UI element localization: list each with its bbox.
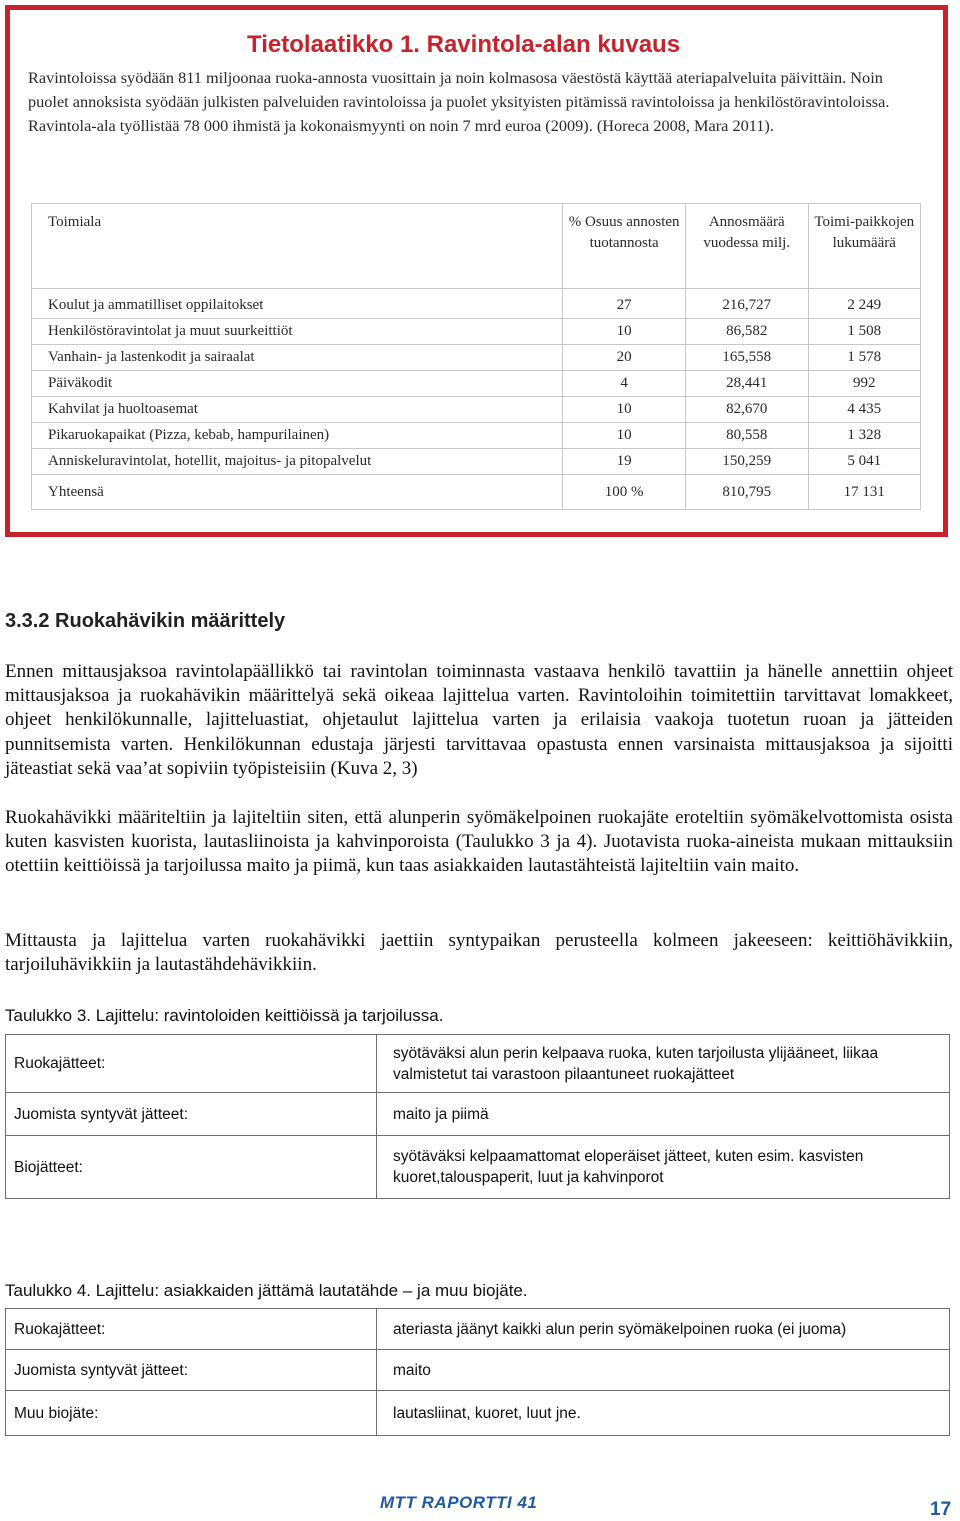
row-share: 19 xyxy=(563,449,686,475)
row-share: 10 xyxy=(563,423,686,449)
row-locations: 1 578 xyxy=(808,345,920,371)
table-row xyxy=(6,1391,950,1436)
section-heading: 3.3.2 Ruokahävikin määrittely xyxy=(5,610,286,632)
table-row xyxy=(6,1136,950,1199)
table-row xyxy=(32,345,921,371)
info-box-text: Ravintoloissa syödään 811 miljoonaa ruoka-annosta vuosittain ja noin kolmasosa väestöstä käyttää ateriapalveluita päivittäin. Noin puolet annoksista syödään julkisten palveluiden ravintoloissa ja puolet yksityisten pitämissä ravintoloissa ja henkilöstöravintoloissa. Ravintola-ala työllistää 78 000 ihmistä ja kokonaismyynti on noin 7 mrd euroa (2009). (Horeca 2008, Mara 2011). xyxy=(28,68,890,135)
row-portions: 165,558 xyxy=(685,345,808,371)
total-label: Yhteensä xyxy=(32,475,563,510)
table-row xyxy=(32,319,921,345)
row-label: Kahvilat ja huoltoasemat xyxy=(32,397,563,423)
table-row xyxy=(6,1093,950,1136)
restaurant-stats-table xyxy=(31,203,921,510)
table-header-row xyxy=(32,204,921,289)
table4-category: Juomista syntyvät jätteet: xyxy=(6,1350,377,1391)
table3-caption: Taulukko 3. Lajittelu: ravintoloiden keittiöissä ja tarjoilussa. xyxy=(5,1006,444,1025)
table3-category: Ruokajätteet: xyxy=(6,1035,377,1093)
table-row xyxy=(32,371,921,397)
row-label: Vanhain- ja lastenkodit ja sairaalat xyxy=(32,345,563,371)
total-share: 100 % xyxy=(563,475,686,510)
page-number: 17 xyxy=(930,1499,952,1520)
row-share: 20 xyxy=(563,345,686,371)
row-label: Pikaruokapaikat (Pizza, kebab, hampurilainen) xyxy=(32,423,563,449)
table4-caption: Taulukko 4. Lajittelu: asiakkaiden jättämä lautatähde – ja muu biojäte. xyxy=(5,1281,528,1300)
table4-description: ateriasta jäänyt kaikki alun perin syömäkelpoinen ruoka (ei juoma) xyxy=(377,1309,950,1350)
paragraph-1: Ennen mittausjaksoa ravintolapäällikkö tai ravintolan toiminnasta vastaava henkilö tavattiin ja hänelle annettiin ohjeet mittausjaksoa ja ruokahävikin määrittelyä sekä oikeaa lajittelua varten. Ravintoloihin toimitettiin tarvittavat lomakkeet, ohjeet henkilökunnalle, lajitteluastiat, ohjetaulut lajittelua varten ja erilaisia vaakoja tuotetun ruoan ja jätteiden punnitsemista varten. Henkilökunnan edustaja järjesti tarvittavaa opastusta ennen varsinaista mittausjaksoa ja sijoitti jäteastiat sekä vaa’at sopiviin työpisteisiin (Kuva 2, 3) xyxy=(5,661,953,779)
table4-description: lautasliinat, kuoret, luut jne. xyxy=(377,1391,950,1436)
table-row xyxy=(6,1035,950,1093)
row-locations: 4 435 xyxy=(808,397,920,423)
table3-category: Biojätteet: xyxy=(6,1136,377,1199)
table3-description: syötäväksi kelpaamattomat eloperäiset jätteet, kuten esim. kasvisten kuoret,talouspaperit, luut ja kahvinporot xyxy=(377,1136,950,1199)
row-portions: 86,582 xyxy=(685,319,808,345)
table4-category: Muu biojäte: xyxy=(6,1391,377,1436)
row-portions: 80,558 xyxy=(685,423,808,449)
paragraph-3: Mittausta ja lajittelua varten ruokahävikki jaettiin syntypaikan perusteella kolmeen jakeeseen: keittiöhävikkiin, tarjoiluhävikkiin ja lautastähdehävikkiin. xyxy=(5,930,953,976)
table4-description: maito xyxy=(377,1350,950,1391)
row-share: 4 xyxy=(563,371,686,397)
row-share: 10 xyxy=(563,319,686,345)
row-locations: 1 328 xyxy=(808,423,920,449)
row-locations: 992 xyxy=(808,371,920,397)
table-total-row xyxy=(32,475,921,510)
table3-description: syötäväksi alun perin kelpaava ruoka, kuten tarjoilusta ylijääneet, liikaa valmistetut tai varastoon pilaantuneet ruokajätteet xyxy=(377,1035,950,1093)
table-row xyxy=(32,397,921,423)
row-portions: 150,259 xyxy=(685,449,808,475)
row-share: 27 xyxy=(563,289,686,319)
row-label: Henkilöstöravintolat ja muut suurkeittiöt xyxy=(32,319,563,345)
table-row xyxy=(6,1350,950,1391)
header-toimipaikat: Toimi-paikkojen lukumäärä xyxy=(808,204,920,289)
table-row xyxy=(32,289,921,319)
row-locations: 5 041 xyxy=(808,449,920,475)
row-portions: 28,441 xyxy=(685,371,808,397)
table3 xyxy=(5,1034,950,1199)
table4-category: Ruokajätteet: xyxy=(6,1309,377,1350)
table3-description: maito ja piimä xyxy=(377,1093,950,1136)
paragraph-2: Ruokahävikki määriteltiin ja lajiteltiin siten, että alunperin syömäkelpoinen ruokajäte eroteltiin syömäkelvottomista osista kuten kasvisten kuorista, lautasliinoista ja kahvinporoista (Taulukko 3 ja 4). Juotavista ruoka-aineista mukaan mittauksiin otettiin keittiöissä ja tarjoilussa maito ja piimä, kun taas asiakkaiden lautastähteistä lajiteltiin vain maito. xyxy=(5,807,953,877)
header-toimiala: Toimiala xyxy=(32,204,563,289)
row-label: Päiväkodit xyxy=(32,371,563,397)
table-row xyxy=(6,1309,950,1350)
header-annosmaara: Annosmäärä vuodessa milj. xyxy=(685,204,808,289)
row-locations: 1 508 xyxy=(808,319,920,345)
row-share: 10 xyxy=(563,397,686,423)
row-portions: 216,727 xyxy=(685,289,808,319)
header-osuus: % Osuus annosten tuotannosta xyxy=(563,204,686,289)
row-locations: 2 249 xyxy=(808,289,920,319)
total-portions: 810,795 xyxy=(685,475,808,510)
total-locations: 17 131 xyxy=(808,475,920,510)
info-box-title: Tietolaatikko 1. Ravintola-alan kuvaus xyxy=(247,31,681,58)
row-label: Anniskeluravintolat, hotellit, majoitus- ja pitopalvelut xyxy=(32,449,563,475)
row-portions: 82,670 xyxy=(685,397,808,423)
row-label: Koulut ja ammatilliset oppilaitokset xyxy=(32,289,563,319)
table-row xyxy=(32,423,921,449)
table3-category: Juomista syntyvät jätteet: xyxy=(6,1093,377,1136)
footer-report-title: MTT RAPORTTI 41 xyxy=(380,1493,538,1512)
table-row xyxy=(32,449,921,475)
table4 xyxy=(5,1308,950,1436)
